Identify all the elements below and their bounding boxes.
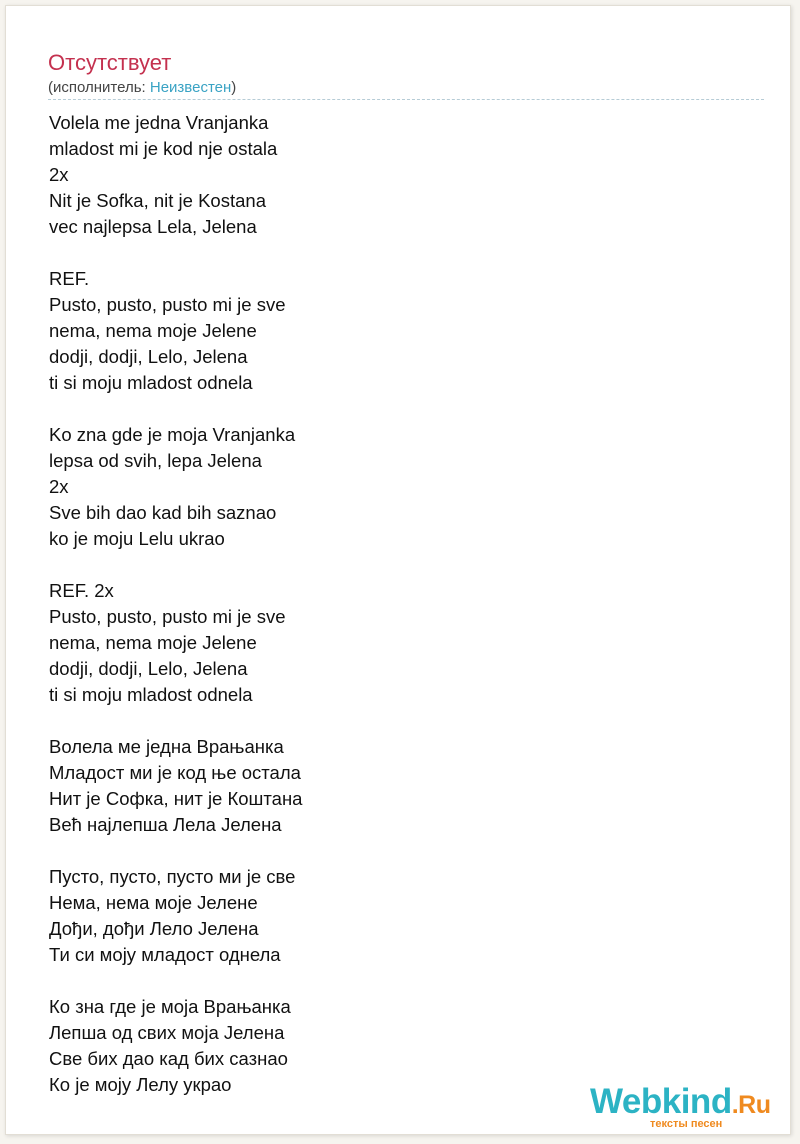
- lyric-line: Лепша од свих моја Јелена: [49, 1022, 285, 1043]
- lyric-line: Нит је Софка, нит је Коштана: [49, 788, 303, 809]
- lyric-line: Нема, нема моје Јелене: [49, 892, 258, 913]
- lyric-line: 2x: [49, 164, 69, 185]
- lyric-line: nema, nema moje Jelene: [49, 632, 257, 653]
- lyric-line: Pusto, pusto, pusto mi je sve: [49, 606, 286, 627]
- lyric-blank-line: [49, 708, 302, 734]
- logo-tagline: тексты песен: [650, 1118, 723, 1130]
- lyric-line: Nit je Sofka, nit je Kostana: [49, 190, 266, 211]
- lyric-line: ti si moju mladost odnela: [49, 372, 253, 393]
- lyric-line: Све бих дао кад бих сазнао: [49, 1048, 288, 1069]
- lyric-line: ti si moju mladost odnela: [49, 684, 253, 705]
- logo-main-text: Webkind: [590, 1082, 732, 1121]
- artist-link[interactable]: Неизвестен: [149, 79, 232, 96]
- lyric-line: Ко зна где је моја Врањанка: [49, 996, 291, 1017]
- lyric-line: Pusto, pusto, pusto mi je sve: [49, 294, 286, 315]
- lyric-line: ko je moju Lelu ukrao: [49, 528, 225, 549]
- lyric-line: Volela me jedna Vranjanka: [49, 112, 269, 133]
- lyric-line: mladost mi je kod nje ostala: [49, 138, 278, 159]
- lyric-line: lepsa od svih, lepa Jelena: [49, 450, 262, 471]
- lyric-line: Ko zna gde je moja Vranjanka: [49, 424, 296, 445]
- song-title: Отсутствует: [48, 50, 172, 75]
- lyric-line: dodji, dodji, Lelo, Jelena: [49, 346, 248, 367]
- lyric-line: Волела ме једна Врањанка: [49, 736, 284, 757]
- lyric-line: REF. 2x: [49, 580, 114, 601]
- lyric-line: Ко је моју Лелу украо: [49, 1074, 232, 1095]
- artist-suffix: ): [231, 79, 237, 96]
- artist-line: [48, 79, 236, 97]
- logo-tld: .Ru: [731, 1091, 771, 1119]
- lyric-blank-line: [49, 240, 302, 266]
- lyric-line: Sve bih dao kad bih saznao: [49, 502, 277, 523]
- lyric-line: nema, nema moje Jelene: [49, 320, 257, 341]
- lyric-line: vec najlepsa Lela, Jelena: [49, 216, 257, 237]
- lyric-blank-line: [49, 968, 302, 994]
- lyrics-body: [49, 110, 302, 1098]
- lyric-line: Ти си моју младост однела: [49, 944, 281, 965]
- lyrics-sheet: [5, 5, 791, 1135]
- lyric-line: dodji, dodji, Lelo, Jelena: [49, 658, 248, 679]
- lyric-line: Пусто, пусто, пусто ми је све: [49, 866, 296, 887]
- lyric-blank-line: [49, 552, 302, 578]
- lyric-line: Већ најлепша Лела Јелена: [49, 814, 282, 835]
- lyric-line: Младост ми је код ње остала: [49, 762, 301, 783]
- artist-prefix: (исполнитель:: [48, 79, 150, 96]
- lyric-line: 2x: [49, 476, 69, 497]
- lyric-line: REF.: [49, 268, 90, 289]
- lyric-line: Дођи, дођи Лело Јелена: [49, 918, 259, 939]
- header-divider: [48, 99, 764, 100]
- webkind-logo[interactable]: [590, 1082, 780, 1132]
- lyric-blank-line: [49, 838, 302, 864]
- lyric-blank-line: [49, 396, 302, 422]
